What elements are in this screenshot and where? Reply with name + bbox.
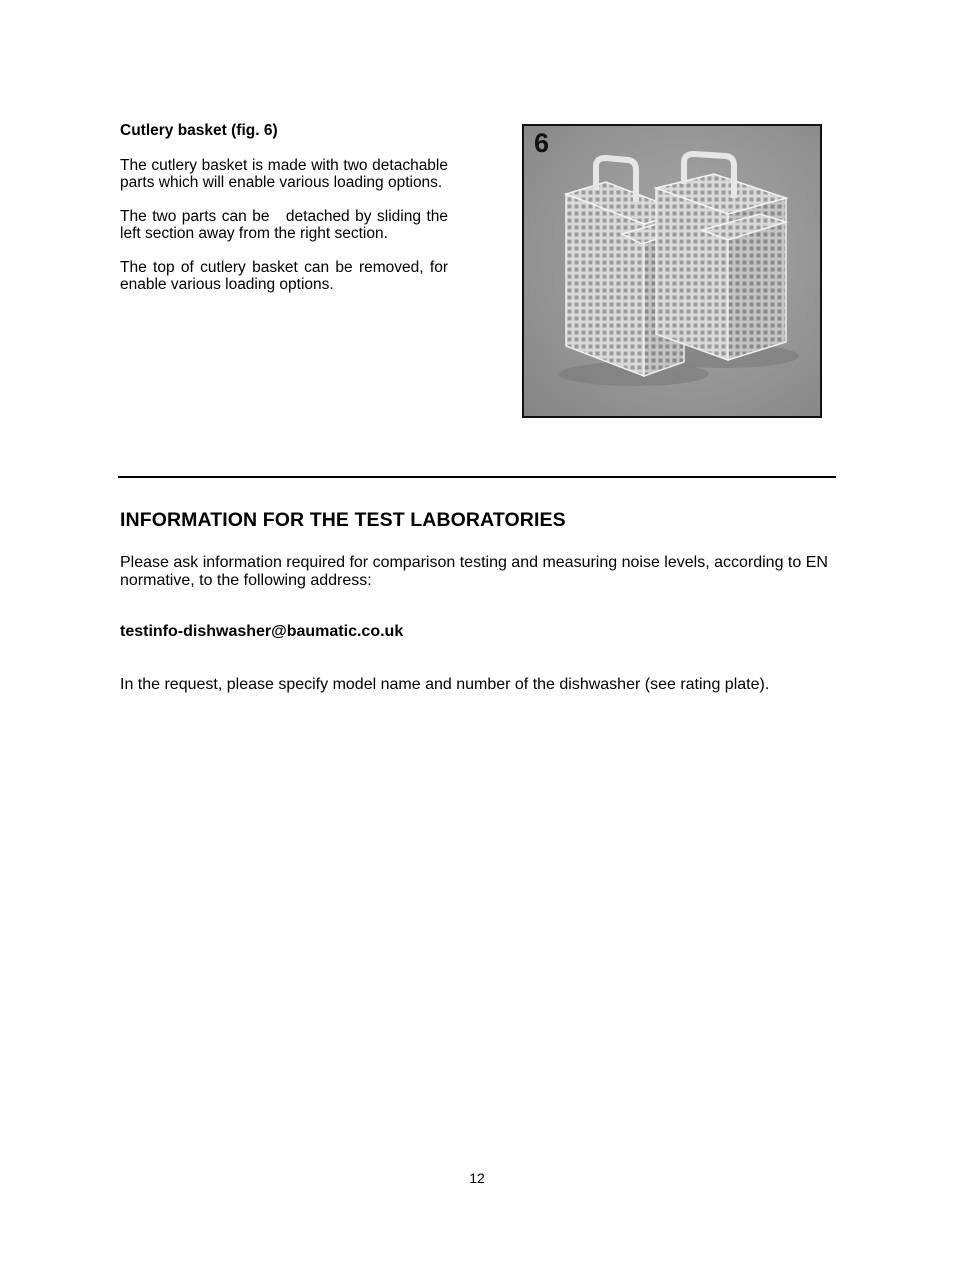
- cutlery-paragraph-3: The top of cutlery basket can be removed, for enable various loading options.: [120, 259, 448, 293]
- cutlery-basket-heading: Cutlery basket (fig. 6): [120, 122, 278, 139]
- info-request: In the request, please specify model name and number of the dishwasher (see rating plate).: [120, 676, 770, 693]
- cutlery-paragraph-1: The cutlery basket is made with two detachable parts which will enable various loading options.: [120, 157, 448, 191]
- cutlery-paragraph-2: The two parts can be detached by sliding the left section away from the right section.: [120, 208, 453, 242]
- cutlery-basket-illustration: [524, 126, 820, 416]
- right-basket: [656, 154, 786, 360]
- info-heading: INFORMATION FOR THE TEST LABORATORIES: [120, 509, 566, 531]
- section-divider: [118, 476, 836, 478]
- cutlery-basket-section: [120, 122, 453, 310]
- page-number: 12: [469, 1170, 485, 1186]
- figure-number: 6: [534, 128, 550, 158]
- info-body: Please ask information required for comparison testing and measuring noise levels, according to EN normative, to the following address:: [120, 554, 828, 589]
- figure-6-photo: [522, 124, 822, 418]
- contact-email: testinfo-dishwasher@baumatic.co.uk: [120, 623, 404, 640]
